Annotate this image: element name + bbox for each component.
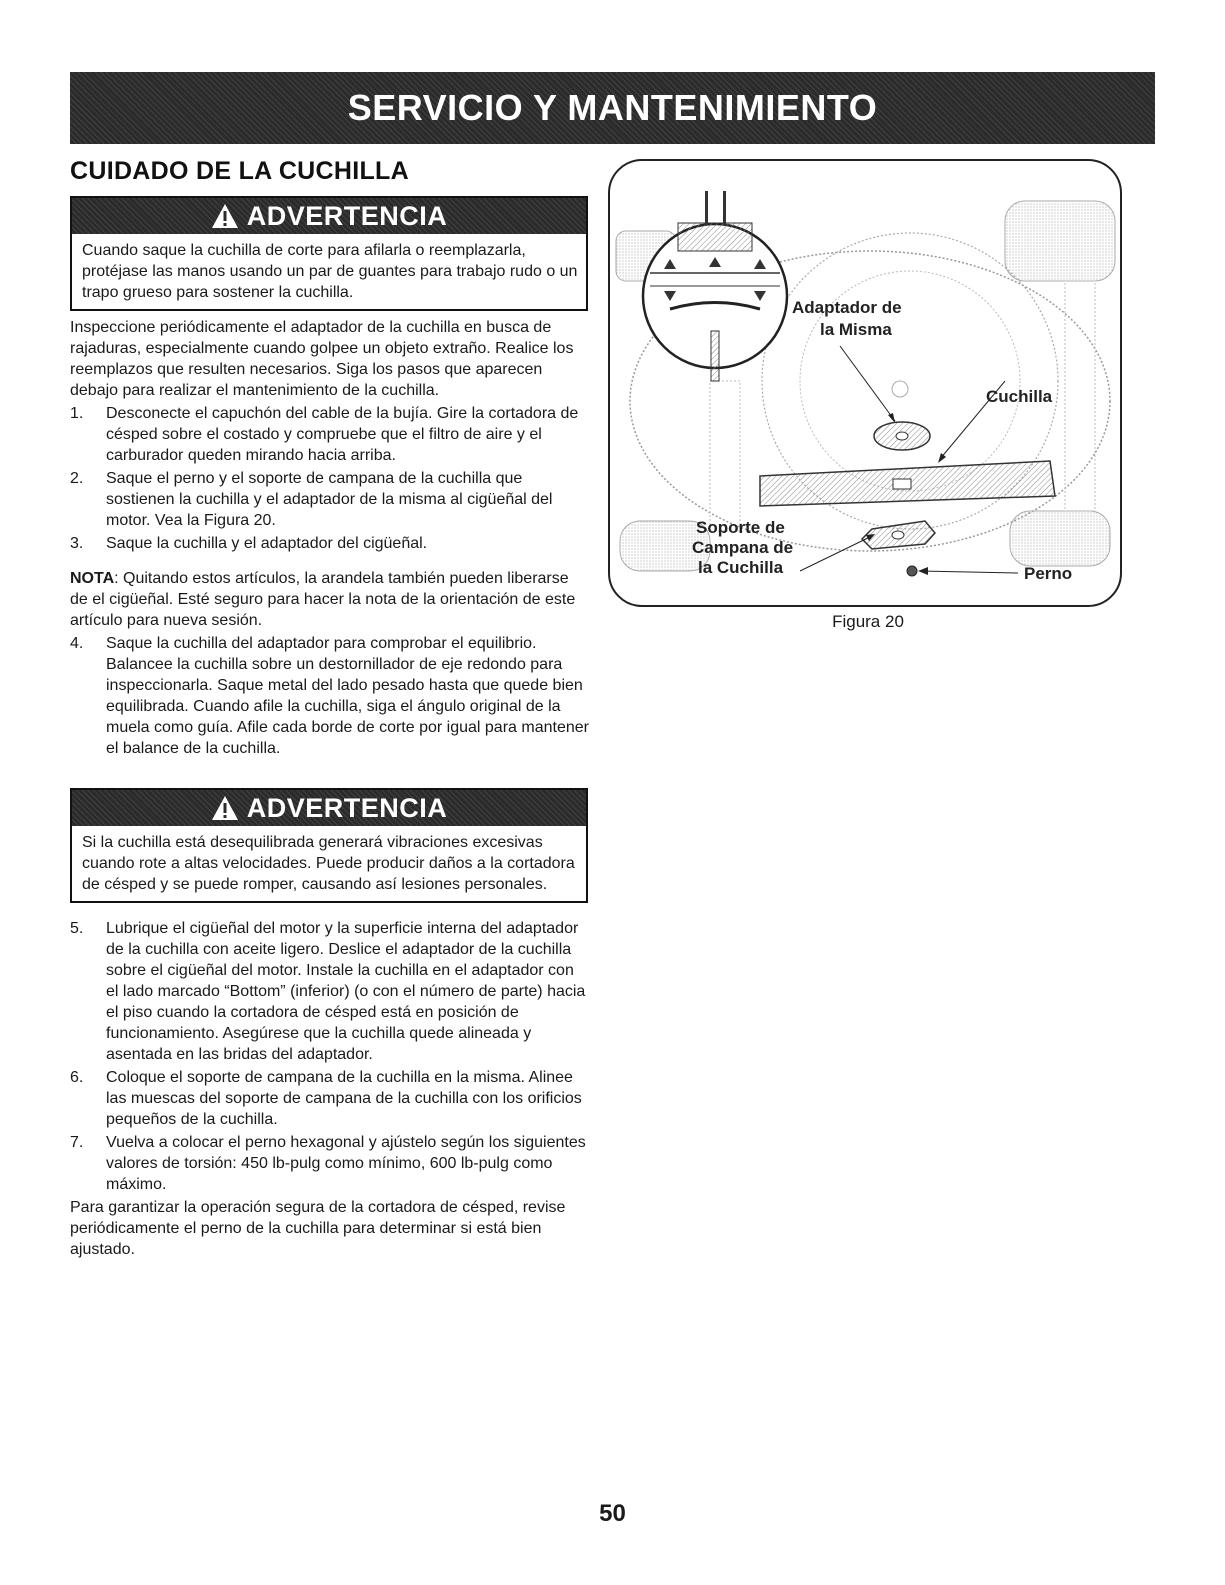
instructions-part-2 <box>70 916 590 1260</box>
warning-label: ADVERTENCIA <box>246 200 448 231</box>
step-text: Saque la cuchilla del adaptador para comprobar el equilibrio. Balancee la cuchilla sobre un destornillador de eje redondo para inspeccionarla. Saque metal del lado pesado hasta que quede bien equilibrada. Cuando afile la cuchilla, siga el ángulo original de la muela como guía. Afile cada borde de corte por igual para mantener el balance de la cuchilla. <box>106 635 589 757</box>
warning-text: Si la cuchilla está desequilibrada generará vibraciones excesivas cuando rote a altas velocidades. Puede producir daños a la cortadora de césped y se puede romper, causando así lesiones personales. <box>82 834 575 893</box>
step-text: Saque la cuchilla y el adaptador del cigüeñal. <box>106 535 428 552</box>
note-text: : Quitando estos artículos, la arandela también pueden liberarse de el cigüeñal. Esté seguro para hacer la nota de la orientación de este artículo para nueva sesión. <box>70 570 576 629</box>
label-perno: Perno <box>1024 564 1073 583</box>
blade-assembly-illustration <box>610 161 1120 605</box>
step-item <box>70 633 590 759</box>
step-text: Saque el perno y el soporte de campana de la cuchilla que sostienen la cuchilla y el adaptador de la misma al cigüeñal del motor. Vea la Figura 20. <box>106 470 553 529</box>
step-text: Coloque el soporte de campana de la cuchilla en la misma. Alinee las muescas del soporte de campana de la cuchilla con los orificios pequeños de la cuchilla. <box>106 1069 582 1128</box>
warning-box <box>70 788 588 903</box>
instructions-part-1 <box>70 317 590 761</box>
label-soporte: Soporte de <box>696 518 785 537</box>
header-banner <box>70 72 1155 144</box>
warning-box <box>70 196 588 311</box>
figure-caption: Figura 20 <box>832 612 904 631</box>
step-number: 6. <box>70 1069 84 1086</box>
label-soporte-2: Campana de <box>692 538 794 557</box>
label-adaptador-2: la Misma <box>820 320 892 339</box>
warning-label: ADVERTENCIA <box>246 792 448 823</box>
step-item <box>70 1067 590 1130</box>
step-item <box>70 918 590 1065</box>
closing-paragraph: Para garantizar la operación segura de la cortadora de césped, revise periódicamente el perno de la cuchilla para determinar si está bien ajustado. <box>70 1199 566 1258</box>
label-adaptador: Adaptador de <box>792 298 902 317</box>
figure-20 <box>608 159 1122 607</box>
warning-text: Cuando saque la cuchilla de corte para afilarla o reemplazarla, protéjase las manos usando un par de guantes para trabajo rudo o un trapo grueso para sostener la cuchilla. <box>82 242 578 301</box>
step-number: 4. <box>70 635 84 652</box>
note-paragraph <box>70 568 590 631</box>
step-item <box>70 533 590 554</box>
step-text: Desconecte el capuchón del cable de la bujía. Gire la cortadora de césped sobre el costado y compruebe que el filtro de aire y el carburador queden mirando hacia arriba. <box>106 405 579 464</box>
section-title: CUIDADO DE LA CUCHILLA <box>70 157 409 185</box>
warning-triangle-icon <box>211 203 239 229</box>
step-item <box>70 468 590 531</box>
banner-title: SERVICIO Y MANTENIMIENTO <box>347 87 878 128</box>
step-text: Lubrique el cigüeñal del motor y la superficie interna del adaptador de la cuchilla con aceite ligero. Deslice el adaptador de la cuchilla sobre el cigüeñal del motor. Instale la cuchilla en el adaptador con el lado marcado “Bottom” (inferior) (o con el número de parte) hacia el piso cuando la cortadora de césped está en posición de funcionamiento. Asegúrese que la cuchilla quede alineada y asentada en las bridas del adaptador. <box>106 920 586 1063</box>
step-number: 2. <box>70 470 84 487</box>
step-number: 5. <box>70 920 84 937</box>
warning-header <box>72 790 586 826</box>
warning-triangle-icon <box>211 795 239 821</box>
step-number: 3. <box>70 535 84 552</box>
page-number: 50 <box>599 1500 626 1527</box>
step-text: Vuelva a colocar el perno hexagonal y ajústelo según los siguientes valores de torsión: 450 lb-pulg como mínimo, 600 lb-pulg como máximo. <box>106 1134 586 1193</box>
step-number: 1. <box>70 405 84 422</box>
warning-header <box>72 198 586 234</box>
step-item <box>70 1132 590 1195</box>
note-label: NOTA <box>70 570 115 587</box>
intro-paragraph: Inspeccione periódicamente el adaptador de la cuchilla en busca de rajaduras, especialmente cuando golpee un objeto extraño. Realice los reemplazos que resulten necesarios. Siga los pasos que aparecen debajo para realizar el mantenimiento de la cuchilla. <box>70 319 574 399</box>
label-cuchilla: Cuchilla <box>986 387 1053 406</box>
step-number: 7. <box>70 1134 84 1151</box>
label-soporte-3: la Cuchilla <box>698 558 784 577</box>
step-item <box>70 403 590 466</box>
